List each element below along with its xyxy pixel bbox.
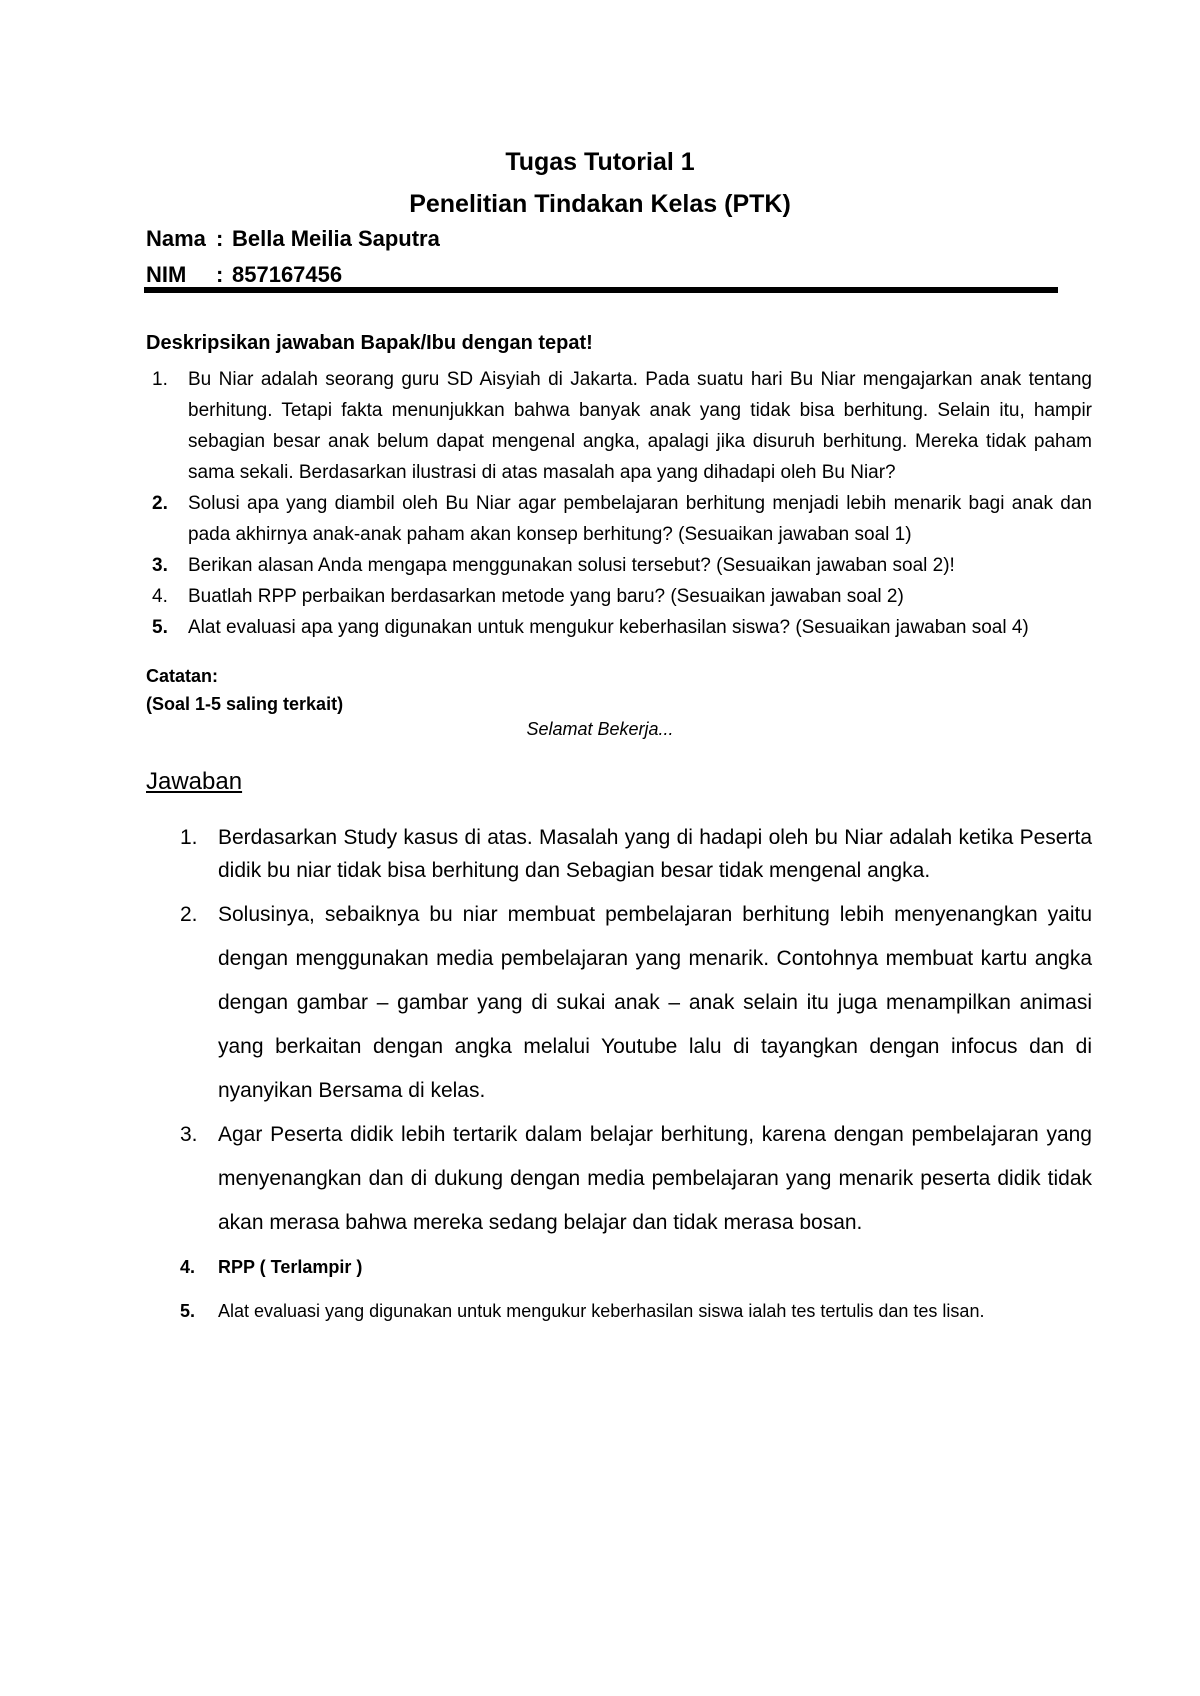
answer-item (146, 821, 1092, 887)
name-label: Nama (146, 226, 206, 251)
notes-block (146, 662, 343, 718)
question-number: 4. (152, 586, 168, 607)
closing-text: Selamat Bekerja... (526, 719, 674, 739)
question-number: 5. (152, 617, 168, 638)
answer-number: 1. (180, 826, 198, 849)
answers-heading: Jawaban (146, 768, 243, 795)
header-divider (144, 287, 1058, 293)
answer-item (146, 1289, 1092, 1333)
student-name-row (146, 226, 440, 252)
nim-separator: : (216, 262, 224, 287)
answer-number: 4. (180, 1257, 196, 1277)
student-nim-row (146, 262, 342, 288)
answer-number: 3. (180, 1123, 198, 1146)
question-text: Solusi apa yang diambil oleh Bu Niar agar pembelajaran berhitung menjadi lebih menarik bagi anak dan pada akhirnya anak-anak paham akan konsep berhitung? (Sesuaikan jawaban soal 1) (188, 493, 1092, 545)
question-number: 3. (152, 555, 168, 576)
name-value: Bella Meilia Saputra (232, 226, 440, 251)
question-text: Alat evaluasi apa yang digunakan untuk mengukur keberhasilan siswa? (Sesuaikan jawaban soal 4) (188, 617, 1029, 638)
document-title: Tugas Tutorial 1 (505, 148, 695, 176)
answer-number: 5. (180, 1301, 196, 1321)
answer-item (146, 1113, 1092, 1245)
answer-text: Agar Peserta didik lebih tertarik dalam belajar berhitung, karena dengan pembelajaran yang menyenangkan dan di dukung dengan media pembelajaran yang menarik peserta didik tidak akan merasa bahwa mereka sedang belajar dan tidak merasa bosan. (218, 1123, 1092, 1234)
question-list (146, 364, 1092, 643)
question-item (146, 581, 1092, 612)
question-text: Buatlah RPP perbaikan berdasarkan metode yang baru? (Sesuaikan jawaban soal 2) (188, 586, 904, 607)
answer-number: 2. (180, 903, 198, 926)
question-item (146, 364, 1092, 488)
answer-item (146, 1245, 1092, 1289)
answer-text: RPP ( Terlampir ) (218, 1257, 363, 1277)
answer-text: Berdasarkan Study kasus di atas. Masalah yang di hadapi oleh bu Niar adalah ketika Peserta didik bu niar tidak bisa berhitung dan Sebagian besar tidak mengenal angka. (218, 826, 1092, 882)
notes-text: (Soal 1-5 saling terkait) (146, 694, 344, 714)
instruction-text: Deskripsikan jawaban Bapak/Ibu dengan tepat! (146, 332, 593, 354)
answer-text: Alat evaluasi yang digunakan untuk mengukur keberhasilan siswa ialah tes tertulis dan tes lisan. (218, 1301, 985, 1321)
question-item (146, 612, 1092, 643)
nim-label: NIM (146, 262, 187, 287)
answer-text: Solusinya, sebaiknya bu niar membuat pembelajaran berhitung lebih menyenangkan yaitu dengan menggunakan media pembelajaran yang menarik. Contohnya membuat kartu angka dengan gambar – gambar yang di sukai anak – anak selain itu juga menampilkan animasi yang berkaitan dengan angka melalui Youtube lalu di tayangkan dengan infocus dan di nyanyikan Bersama di kelas. (218, 903, 1092, 1102)
nim-value: 857167456 (232, 262, 343, 287)
notes-label: Catatan: (146, 666, 219, 686)
question-number: 2. (152, 493, 168, 514)
answer-item (146, 893, 1092, 1113)
question-number: 1. (152, 369, 168, 390)
question-text: Berikan alasan Anda mengapa menggunakan solusi tersebut? (Sesuaikan jawaban soal 2)! (188, 555, 955, 576)
name-separator: : (216, 226, 224, 251)
question-text: Bu Niar adalah seorang guru SD Aisyiah di Jakarta. Pada suatu hari Bu Niar mengajarkan anak tentang berhitung. Tetapi fakta menunjukkan bahwa banyak anak yang tidak bisa berhitung. Selain itu, hampir sebagian besar anak belum dapat mengenal angka, apalagi jika disuruh berhitung. Mereka tidak paham sama sekali. Berdasarkan ilustrasi di atas masalah apa yang dihadapi oleh Bu Niar? (188, 369, 1092, 483)
question-item (146, 488, 1092, 550)
answer-list (146, 821, 1092, 1333)
question-item (146, 550, 1092, 581)
document-subtitle: Penelitian Tindakan Kelas (PTK) (409, 190, 791, 218)
